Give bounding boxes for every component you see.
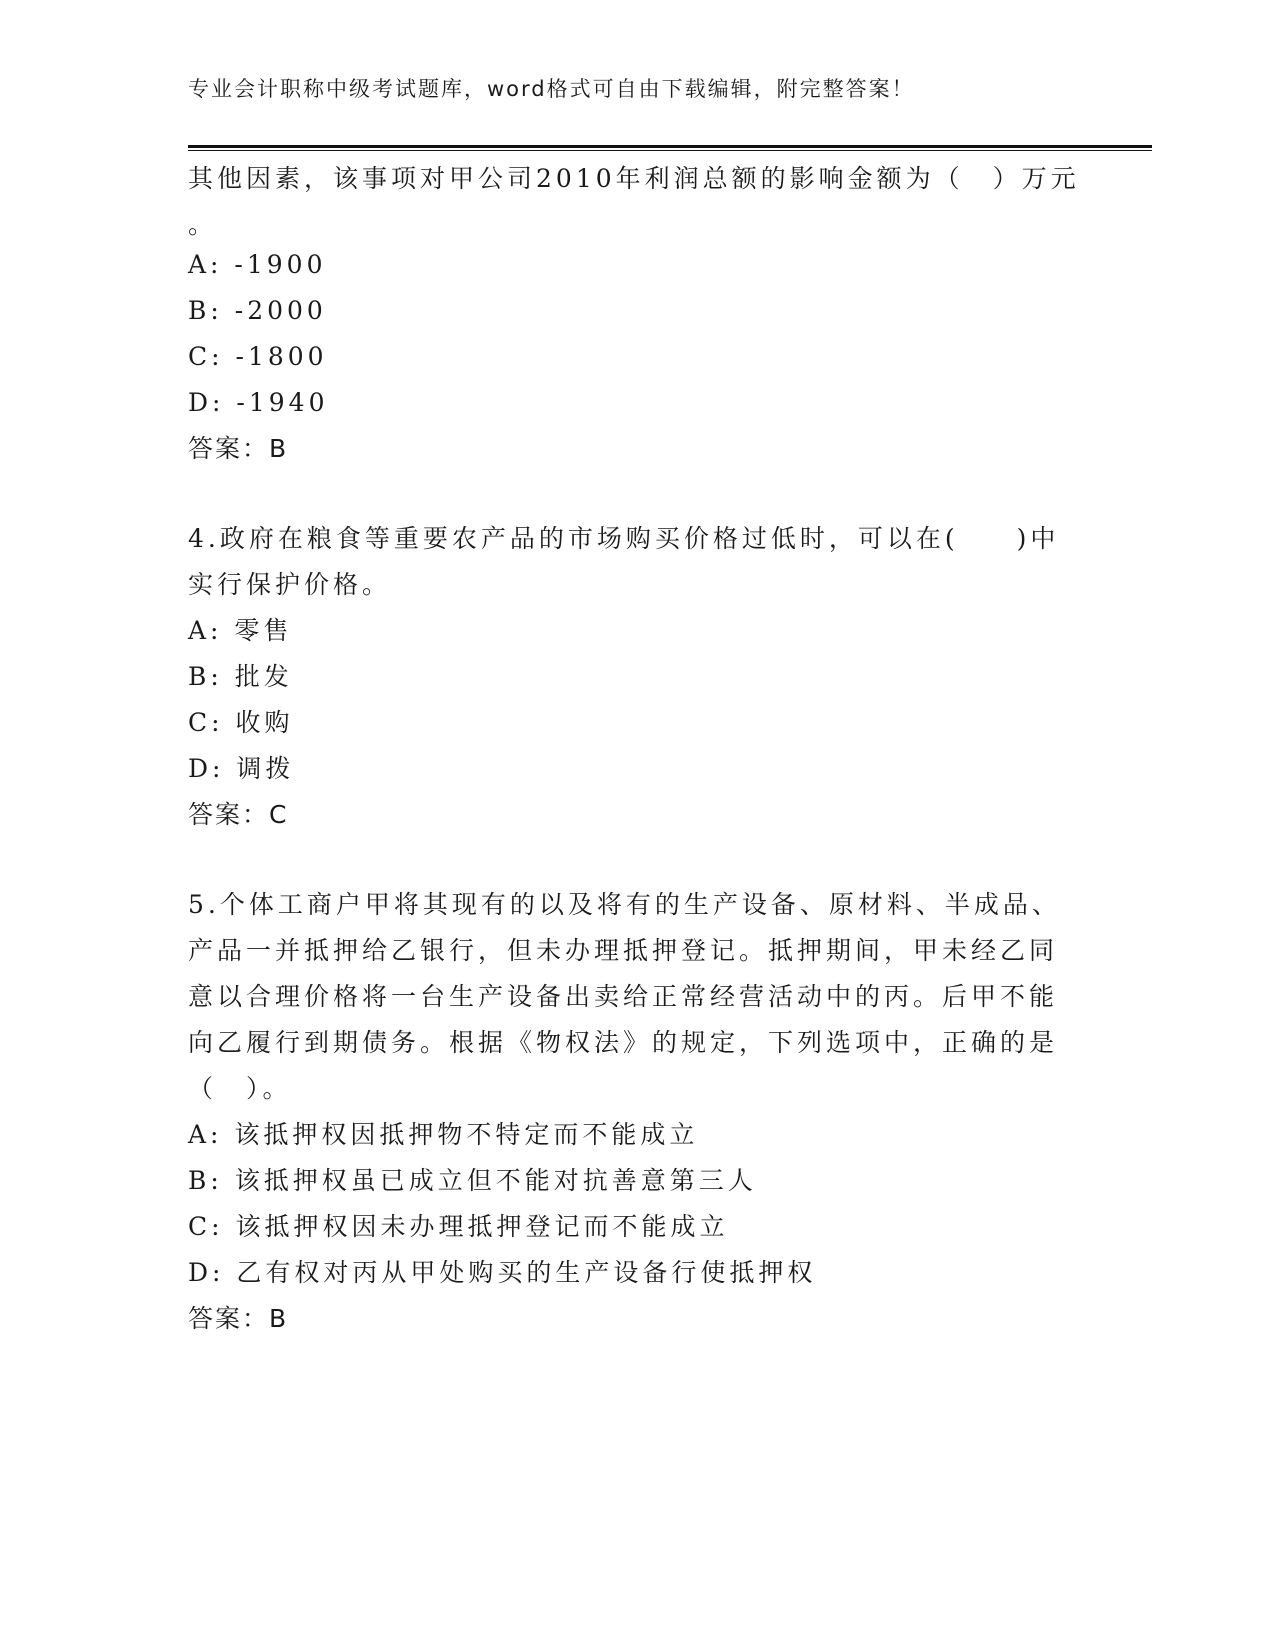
option-a: A: 零售	[188, 616, 293, 645]
option-d: D: -1940	[188, 388, 329, 417]
option-d: D: 乙有权对丙从甲处购买的生产设备行使抵押权	[188, 1258, 817, 1287]
question-item	[188, 156, 1088, 472]
question-item	[188, 516, 1088, 838]
question-stem-line: 产品一并抵押给乙银行，但未办理抵押登记。抵押期间，甲未经乙同	[188, 936, 1059, 965]
question-stem-line: 。	[188, 210, 218, 239]
question-spacer	[188, 472, 1088, 516]
option-b: B: 批发	[188, 662, 293, 691]
option-d: D: 调拨	[188, 754, 295, 783]
question-stem-line: 向乙履行到期债务。根据《物权法》的规定，下列选项中，正确的是	[188, 1028, 1059, 1057]
option-a: A: 该抵押权因抵押物不特定而不能成立	[188, 1120, 699, 1149]
question-list	[188, 156, 1088, 1342]
question-stem-line: 其他因素，该事项对甲公司2010年利润总额的影响金额为（ ）万元	[188, 164, 1080, 193]
header-rule-thin	[188, 150, 1152, 151]
answer-line: 答案：C	[188, 800, 289, 829]
answer-line: 答案：B	[188, 1304, 289, 1333]
question-stem-line: （ ）。	[188, 1074, 292, 1103]
option-b: B: 该抵押权虽已成立但不能对抗善意第三人	[188, 1166, 757, 1195]
answer-line: 答案：B	[188, 434, 289, 463]
option-c: C: 收购	[188, 708, 294, 737]
option-c: C: -1800	[188, 342, 328, 371]
question-spacer	[188, 838, 1088, 882]
question-stem-line: 意以合理价格将一台生产设备出卖给正常经营活动中的丙。后甲不能	[188, 982, 1059, 1011]
option-b: B: -2000	[188, 296, 327, 325]
option-c: C: 该抵押权因未办理抵押登记而不能成立	[188, 1212, 729, 1241]
question-item	[188, 882, 1088, 1342]
question-stem-line: 实行保护价格。	[188, 570, 392, 599]
header-rule-thick	[188, 145, 1152, 148]
question-stem-line: 4.政府在粮食等重要农产品的市场购买价格过低时，可以在( )中	[188, 524, 1060, 553]
option-a: A: -1900	[188, 250, 327, 279]
page-header: 专业会计职称中级考试题库，word格式可自由下载编辑，附完整答案！	[188, 77, 915, 101]
question-stem-line: 5.个体工商户甲将其现有的以及将有的生产设备、原材料、半成品、	[188, 890, 1061, 919]
